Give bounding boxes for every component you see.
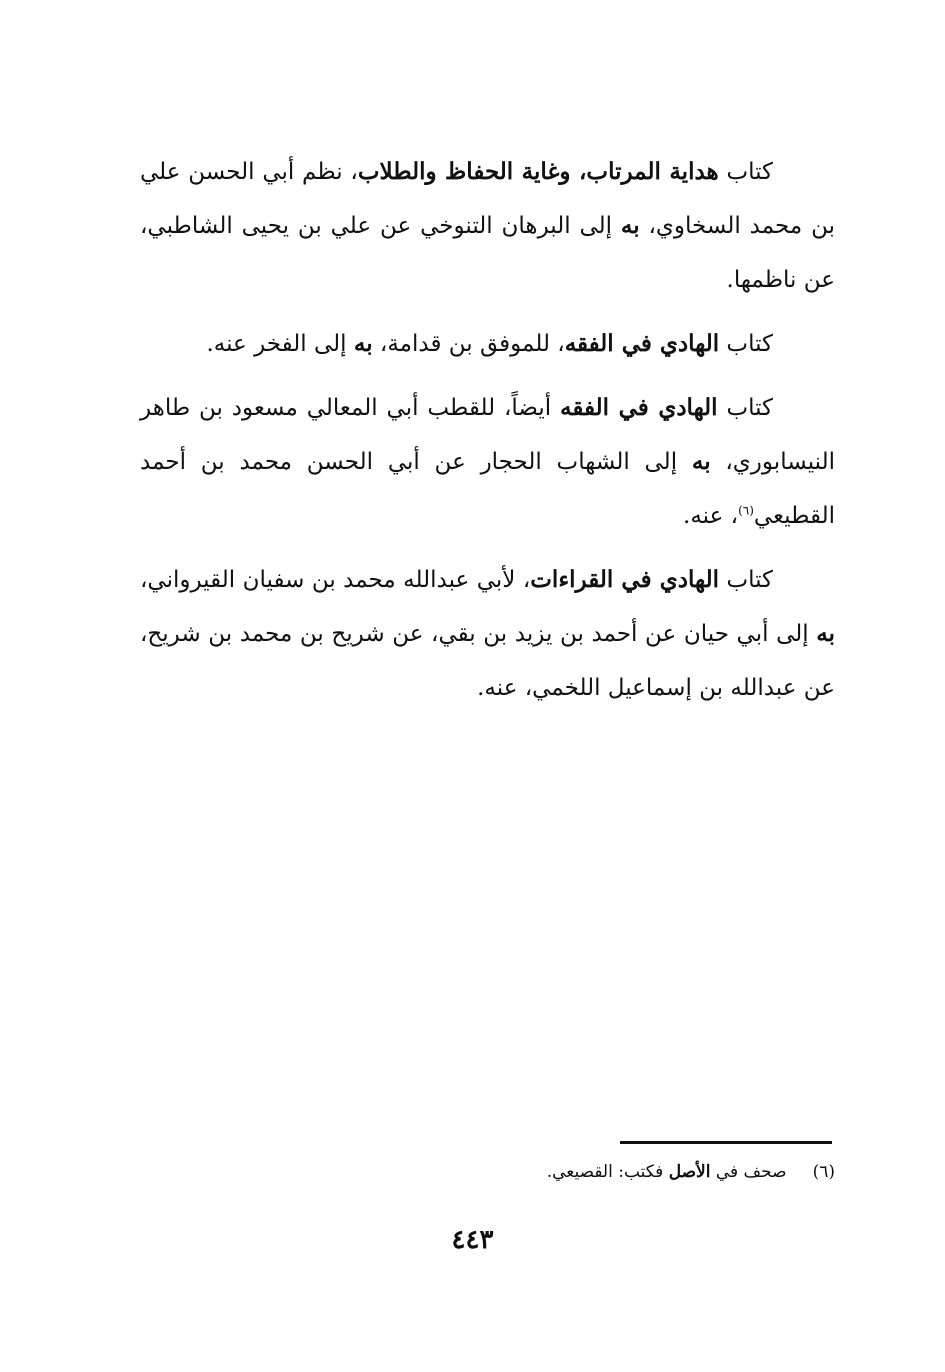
footnote-divider: [620, 1141, 832, 1144]
footnote-bold-word: الأصل: [668, 1162, 711, 1182]
entry-hidayat-al-murtab: [140, 145, 835, 307]
entry-text: كتاب: [718, 159, 773, 185]
footnote-number: (٦): [812, 1162, 835, 1182]
main-text: [140, 145, 835, 725]
book-title: هداية المرتاب، وغاية الحفاظ والطلاب: [357, 158, 719, 185]
chain-marker: به: [691, 448, 711, 475]
entry-text: ، للموفق بن قدامة،: [372, 331, 565, 357]
chain-marker: به: [620, 212, 640, 239]
entry-text: ، لأبي عبدالله محمد بن سفيان القيرواني،: [140, 567, 531, 593]
entry-al-hadi-fiqh-ibn-qudama: [140, 317, 835, 371]
chain-marker: به: [816, 620, 835, 647]
entry-text: إلى أبي حيان عن أحمد بن يزيد بن بقي، عن شريح بن محمد بن شريح، عن عبدالله بن إسماعيل اللخمي، عنه.: [140, 621, 835, 701]
entry-text: إلى البرهان التنوخي عن علي بن يحيى الشاطبي، عن ناظمها.: [140, 213, 835, 293]
chain-marker: به: [353, 330, 373, 357]
book-title: الهادي في الفقه: [560, 394, 718, 421]
entry-text: أيضاً، للقطب أبي المعالي مسعود بن طاهر النيسابوري،: [140, 395, 835, 475]
entry-text: كتاب: [718, 567, 773, 593]
entry-text: إلى الشهاب الحجار عن أبي الحسن محمد بن أحمد القطيعي: [140, 449, 835, 529]
entry-text: ، نظم أبي الحسن علي بن محمد السخاوي،: [140, 159, 835, 239]
footnote-text: صحف في: [710, 1162, 787, 1182]
entry-text: ، عنه.: [683, 503, 739, 529]
footnote: [235, 1158, 835, 1186]
entry-al-hadi-qiraat: [140, 553, 835, 715]
book-title: الهادي في القراءات: [530, 566, 719, 593]
entry-al-hadi-fiqh-naysaburi: [140, 381, 835, 543]
book-title: الهادي في الفقه: [564, 330, 720, 357]
footnote-reference[interactable]: (٦): [738, 503, 754, 518]
page-number: ٤٤٣: [451, 1225, 494, 1255]
entry-text: كتاب: [717, 395, 773, 421]
entry-text: كتاب: [719, 331, 773, 357]
footnote-text: فكتب: القصيعي.: [546, 1162, 669, 1182]
entry-text: إلى الفخر عنه.: [206, 331, 354, 357]
